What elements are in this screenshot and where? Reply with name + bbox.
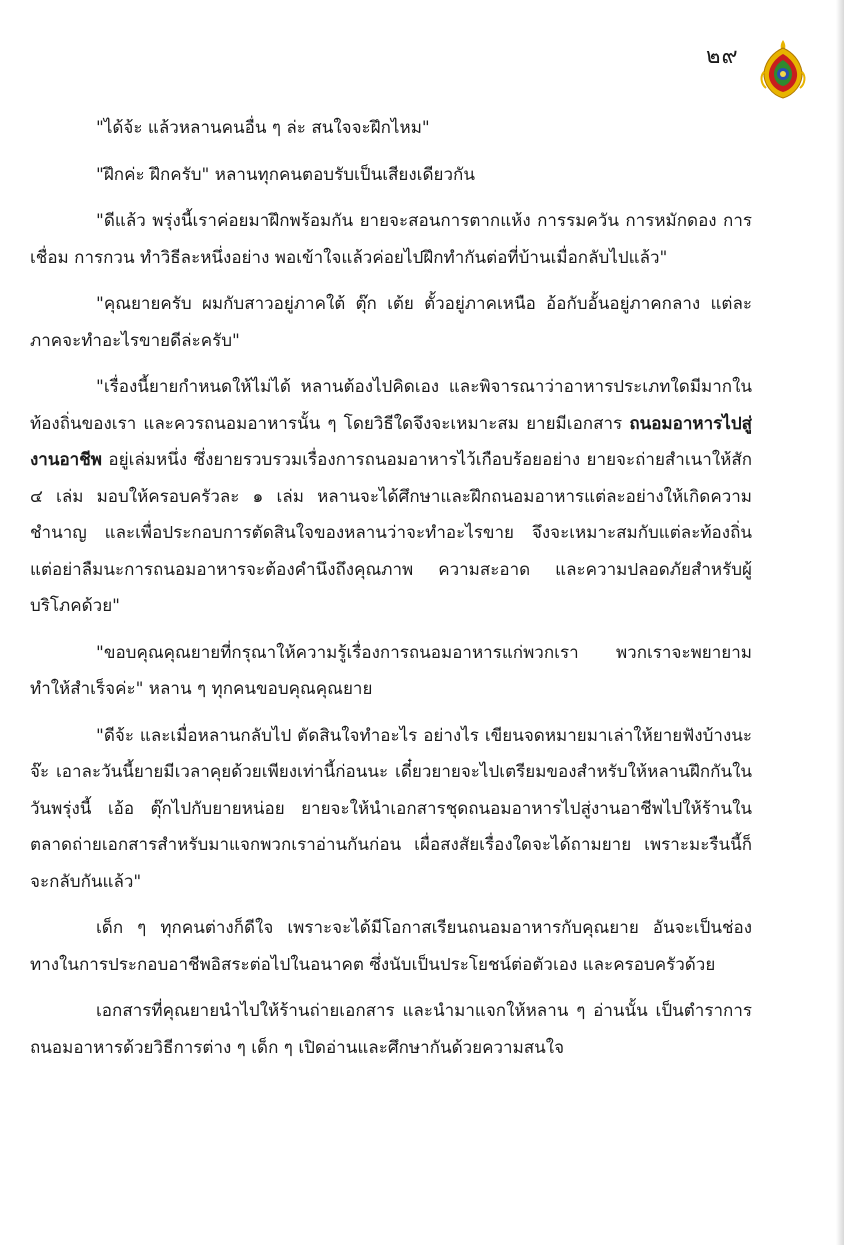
paragraph: "ได้จ้ะ แล้วหลานคนอื่น ๆ ล่ะ สนใจจะฝึกไหม" bbox=[96, 118, 430, 138]
paragraph: "คุณยายครับ ผมกับสาวอยู่ภาคใต้ ตุ๊ก เต้ย ตั้วอยู่ภาคเหนือ อ้อกับอั้นอยู่ภาคกลาง แต่ละภาคจะทำอะไรขายดีล่ะครับ" bbox=[30, 294, 752, 351]
paragraph: "ดีแล้ว พรุ่งนี้เราค่อยมาฝึกพร้อมกัน ยายจะสอนการตากแห้ง การรมควัน การหมักดอง การเชื่อม การกวน ทำวิธีละหนึ่งอย่าง พอเข้าใจแล้วค่อยไปฝึกทำกันต่อที่บ้านเมื่อกลับไปแล้ว" bbox=[30, 211, 752, 268]
paragraph: เด็ก ๆ ทุกคนต่างก็ดีใจ เพราะจะได้มีโอกาสเรียนถนอมอาหารกับคุณยาย อันจะเป็นช่องทางในการประกอบอาชีพอิสระต่อไปในอนาคต ซึ่งนับเป็นประโยชน์ต่อตัวเอง และครอบครัวด้วย bbox=[30, 918, 752, 975]
document-body bbox=[30, 110, 752, 1076]
page-number: ๒๙ bbox=[706, 44, 739, 69]
document-title-bold: ถนอมอาหารไปสู่งานอาชีพ bbox=[30, 413, 752, 470]
paragraph-text: อยู่เล่มหนึ่ง ซึ่งยายรวบรวมเรื่องการถนอมอาหารไว้เกือบร้อยอย่าง ยายจะถ่ายสำเนาให้สัก ๔ เล่ม มอบให้ครอบครัวละ ๑ เล่ม หลานจะได้ศึกษาและฝึกถนอมอาหารแต่ละอย่างให้เกิดความชำนาญ และเพื่อประกอบการตัดสินใจของหลานว่าจะทำอะไรขาย จึงจะเหมาะสมกับแต่ละท้องถิ่น แต่อย่าลืมนะการถนอมอาหารจะต้องคำนึงถึงคุณภาพ ความสะอาด และความปลอดภัยสำหรับผู้บริโภคด้วย" bbox=[30, 450, 752, 616]
paragraph: "ดีจ้ะ และเมื่อหลานกลับไป ตัดสินใจทำอะไร อย่างไร เขียนจดหมายมาเล่าให้ยายฟังบ้างนะจ๊ะ เอาละวันนี้ยายมีเวลาคุยด้วยเพียงเท่านี้ก่อนนะ เดี๋ยวยายจะไปเตรียมของสำหรับให้หลานฝึกกันในวันพรุ่งนี้ เอ้อ ตุ๊กไปกับยายหน่อย ยายจะให้นำเอกสารชุดถนอมอาหารไปสู่งานอาชีพไปให้ร้านในตลาดถ่ายเอกสารสำหรับมาแจกพวกเราอ่านกันก่อน เผื่อสงสัยเรื่องใดจะได้ถามยาย เพราะมะรืนนี้ก็จะกลับกันแล้ว" bbox=[30, 725, 752, 892]
paragraph: "ฝึกค่ะ ฝึกครับ" หลานทุกคนตอบรับเป็นเสียงเดียวกัน bbox=[96, 164, 475, 185]
paragraph-text: "เรื่องนี้ยายกำหนดให้ไม่ได้ หลานต้องไปคิดเอง และพิจารณาว่าอาหารประเภทใดมีมากในท้องถิ่นของเรา และควรถนอมอาหารนั้น ๆ โดยวิธีใดจึงจะเหมาะสม ยายมีเอกสาร bbox=[30, 377, 752, 434]
page-edge-shadow bbox=[836, 0, 844, 1245]
paragraph: เอกสารที่คุณยายนำไปให้ร้านถ่ายเอกสาร และนำมาแจกให้หลาน ๆ อ่านนั้น เป็นตำราการถนอมอาหารด้วยวิธีการต่าง ๆ เด็ก ๆ เปิดอ่านและศึกษากันด้วยความสนใจ bbox=[30, 1001, 752, 1058]
paragraph bbox=[30, 369, 752, 625]
paragraph: "ขอบคุณคุณยายที่กรุณาให้ความรู้เรื่องการถนอมอาหารแก่พวกเรา พวกเราจะพยายามทำให้สำเร็จค่ะ" หลาน ๆ ทุกคนขอบคุณคุณยาย bbox=[30, 642, 752, 699]
ministry-emblem-icon bbox=[758, 38, 808, 100]
